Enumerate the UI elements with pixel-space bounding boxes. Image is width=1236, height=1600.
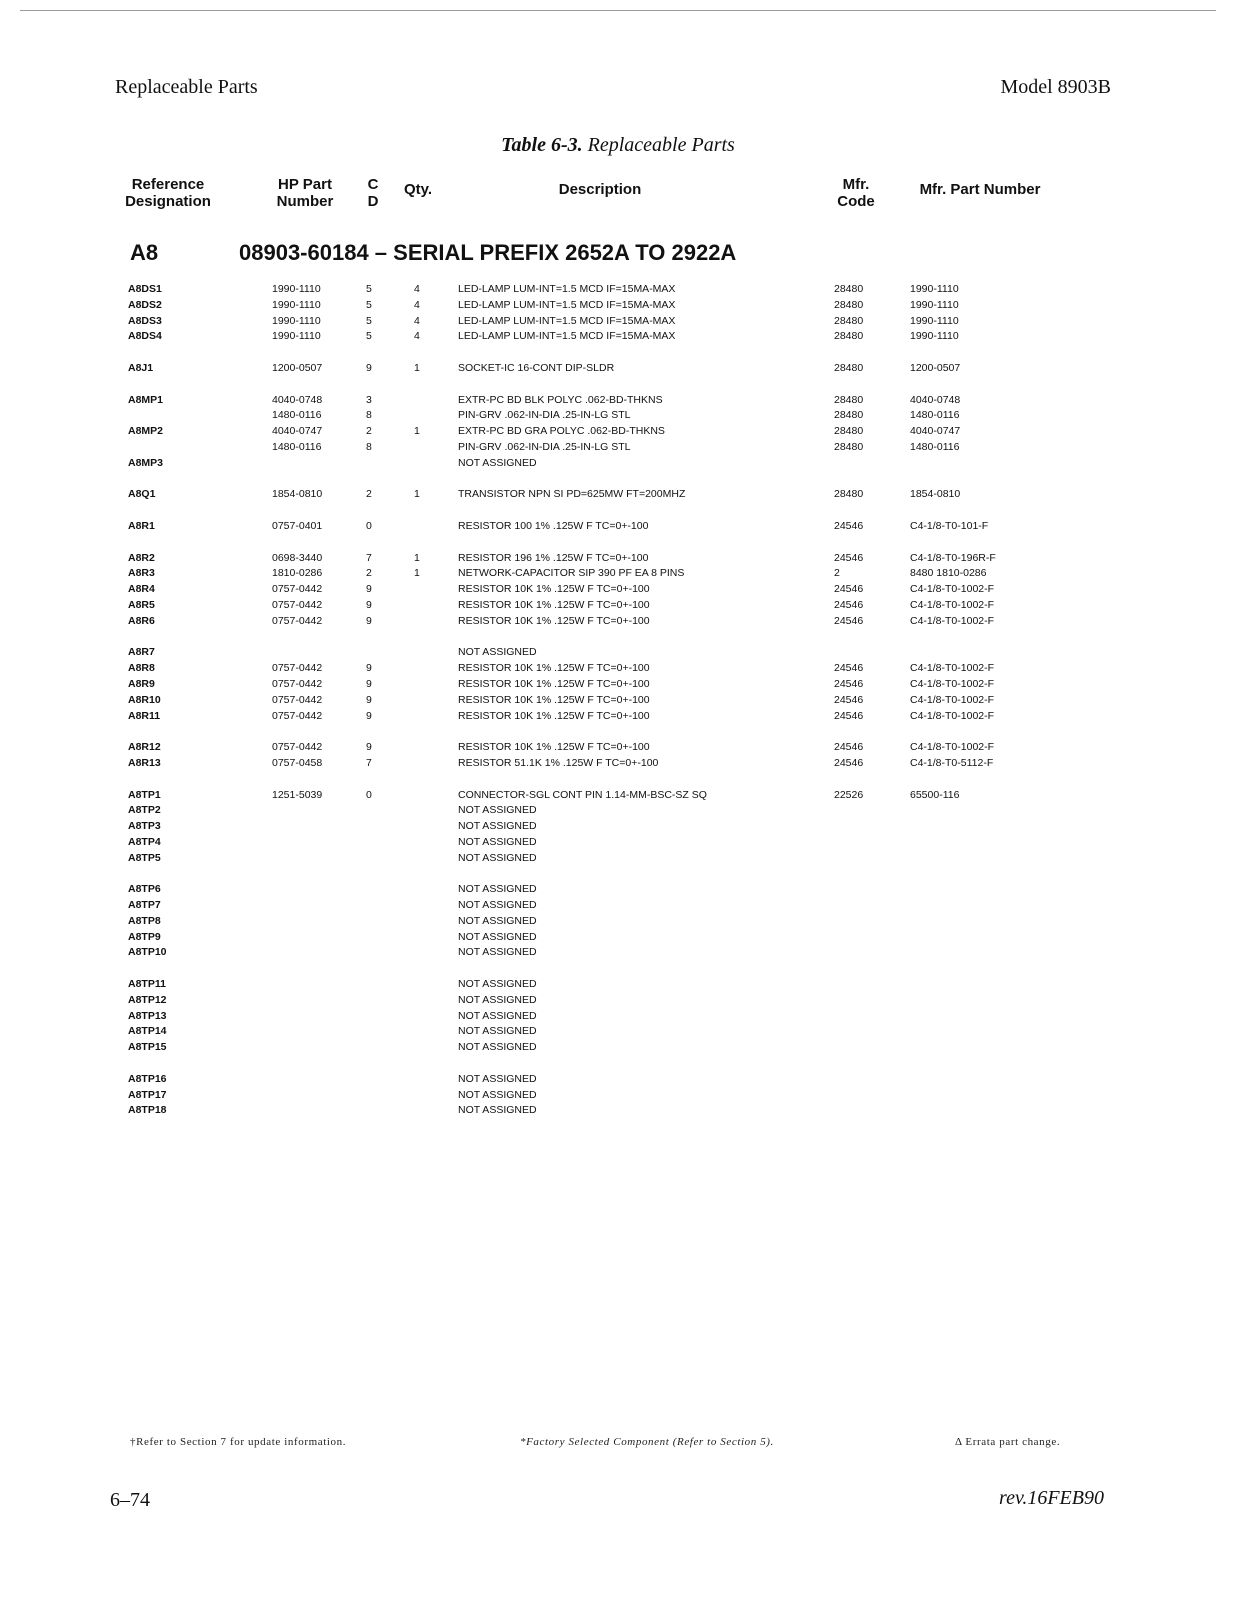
cell-description: NOT ASSIGNED — [458, 993, 537, 1006]
cell-reference: A8TP3 — [128, 820, 161, 833]
table-row — [0, 1040, 1236, 1056]
cell-hp-part-number: 0698-3440 — [272, 551, 323, 564]
cell-reference: A8R1 — [128, 519, 155, 532]
cell-mfr-part-number: 8480 1810-0286 — [910, 567, 987, 580]
cell-mfr-part-number: 1480-0116 — [910, 440, 960, 453]
cell-reference: A8TP10 — [128, 946, 167, 959]
column-header-hp-line2: Number — [276, 193, 334, 210]
cell-qty: 4 — [414, 283, 420, 295]
cell-check-digit: 5 — [366, 298, 372, 311]
cell-reference: A8Q1 — [128, 488, 156, 501]
cell-mfr-code: 28480 — [834, 488, 864, 501]
table-row — [0, 1072, 1236, 1088]
table-row — [0, 551, 1236, 567]
cell-reference: A8DS4 — [128, 330, 162, 343]
cell-reference: A8TP17 — [128, 1088, 167, 1101]
cell-hp-part-number: 0757-0442 — [272, 677, 323, 690]
table-row — [0, 835, 1236, 851]
cell-reference: A8R2 — [128, 551, 155, 564]
cell-hp-part-number: 1990-1110 — [272, 314, 321, 327]
cell-check-digit: 0 — [366, 788, 372, 801]
cell-reference: A8DS1 — [128, 283, 162, 295]
cell-reference: A8J1 — [128, 361, 154, 374]
footnote-errata: Δ Errata part change. — [955, 1436, 1061, 1448]
top-rule — [20, 10, 1216, 11]
cell-mfr-part-number: C4-1/8-T0-1002-F — [910, 583, 995, 596]
cell-mfr-part-number: C4-1/8-T0-1002-F — [910, 614, 995, 627]
table-row — [0, 788, 1236, 804]
cell-check-digit: 7 — [366, 551, 372, 564]
cell-reference: A8R4 — [128, 583, 155, 596]
table-row — [0, 930, 1236, 946]
table-row — [0, 803, 1236, 819]
cell-hp-part-number: 0757-0442 — [272, 598, 323, 611]
table-row — [0, 677, 1236, 693]
column-header-cd-line1: C — [367, 176, 379, 193]
cell-reference: A8TP12 — [128, 993, 167, 1006]
cell-check-digit: 2 — [366, 425, 372, 438]
cell-mfr-part-number: C4-1/8-T0-1002-F — [910, 741, 995, 754]
table-row — [0, 898, 1236, 914]
cell-check-digit: 9 — [366, 741, 372, 754]
cell-description: RESISTOR 10K 1% .125W F TC=0+-100 — [458, 677, 650, 690]
table-row — [0, 914, 1236, 930]
cell-check-digit: 9 — [366, 677, 372, 690]
cell-check-digit: 5 — [366, 330, 372, 343]
cell-reference: A8TP8 — [128, 914, 161, 927]
table-row — [0, 440, 1236, 456]
column-header-description: Description — [558, 181, 642, 198]
page-number: 6–74 — [110, 1489, 150, 1511]
cell-check-digit: 5 — [366, 283, 372, 295]
cell-mfr-code: 24546 — [834, 598, 864, 611]
cell-description: RESISTOR 10K 1% .125W F TC=0+-100 — [458, 614, 650, 627]
cell-mfr-part-number: C4-1/8-T0-1002-F — [910, 709, 995, 722]
footnote-update: †Refer to Section 7 for update information. — [130, 1436, 347, 1448]
cell-hp-part-number: 4040-0748 — [272, 393, 323, 406]
cell-description: PIN-GRV .062-IN-DIA .25-IN-LG STL — [458, 409, 631, 422]
cell-reference: A8TP16 — [128, 1072, 167, 1085]
revision-date: rev.16FEB90 — [999, 1487, 1104, 1509]
table-row — [0, 424, 1236, 440]
cell-mfr-code: 24546 — [834, 741, 864, 754]
column-header-hp-part — [260, 176, 350, 210]
table-row — [0, 851, 1236, 867]
table-row — [0, 614, 1236, 630]
cell-mfr-code: 24546 — [834, 677, 864, 690]
cell-hp-part-number: 1990-1110 — [272, 298, 321, 311]
column-header-mfr-line2: Code — [837, 193, 875, 210]
column-header-reference-line2: Designation — [125, 193, 211, 210]
table-row — [0, 693, 1236, 709]
cell-mfr-part-number: 1990-1110 — [910, 314, 959, 327]
cell-description: NOT ASSIGNED — [458, 646, 537, 659]
cell-reference: A8TP9 — [128, 930, 161, 943]
cell-description: RESISTOR 196 1% .125W F TC=0+-100 — [458, 551, 649, 564]
table-row — [0, 487, 1236, 503]
cell-reference: A8R7 — [128, 646, 155, 659]
cell-mfr-code: 28480 — [834, 314, 864, 327]
cell-mfr-part-number: 65500-116 — [910, 788, 960, 801]
cell-mfr-code: 28480 — [834, 425, 864, 438]
cell-mfr-part-number: 1854-0810 — [910, 488, 961, 501]
cell-mfr-code: 24546 — [834, 662, 864, 675]
table-row — [0, 314, 1236, 330]
cell-qty: 1 — [414, 425, 420, 438]
cell-reference: A8TP7 — [128, 899, 161, 912]
cell-check-digit: 9 — [366, 614, 372, 627]
cell-mfr-code: 28480 — [834, 298, 864, 311]
cell-reference: A8MP1 — [128, 393, 164, 406]
running-header-right: Model 8903B — [1000, 76, 1111, 98]
cell-hp-part-number: 0757-0458 — [272, 756, 323, 769]
cell-hp-part-number: 1990-1110 — [272, 283, 321, 295]
cell-description: CONNECTOR-SGL CONT PIN 1.14-MM-BSC-SZ SQ — [458, 788, 707, 801]
cell-description: RESISTOR 10K 1% .125W F TC=0+-100 — [458, 693, 650, 706]
cell-reference: A8R3 — [128, 567, 155, 580]
cell-description: NOT ASSIGNED — [458, 1072, 537, 1085]
cell-qty: 4 — [414, 330, 420, 343]
column-header-cd-line2: D — [367, 193, 379, 210]
cell-description: RESISTOR 10K 1% .125W F TC=0+-100 — [458, 741, 650, 754]
table-row — [0, 1009, 1236, 1025]
table-row — [0, 882, 1236, 898]
cell-reference: A8DS3 — [128, 314, 162, 327]
column-header-mfr-code — [826, 176, 886, 210]
cell-description: NOT ASSIGNED — [458, 899, 537, 912]
cell-mfr-code: 24546 — [834, 756, 864, 769]
column-header-mfr-line1: Mfr. — [842, 176, 870, 193]
cell-reference: A8TP13 — [128, 1009, 167, 1022]
running-header-left: Replaceable Parts — [115, 76, 258, 98]
cell-description: NOT ASSIGNED — [458, 835, 537, 848]
cell-description: LED-LAMP LUM-INT=1.5 MCD IF=15MA-MAX — [458, 298, 676, 311]
cell-check-digit: 8 — [366, 409, 372, 422]
table-row — [0, 709, 1236, 725]
cell-reference: A8R10 — [128, 693, 161, 706]
cell-reference: A8R13 — [128, 756, 161, 769]
cell-mfr-part-number: 4040-0748 — [910, 393, 961, 406]
cell-reference: A8MP2 — [128, 425, 164, 438]
cell-mfr-code: 2 — [834, 567, 840, 580]
table-row — [0, 1088, 1236, 1104]
cell-description: LED-LAMP LUM-INT=1.5 MCD IF=15MA-MAX — [458, 314, 676, 327]
cell-qty: 1 — [414, 361, 420, 374]
cell-hp-part-number: 0757-0442 — [272, 614, 323, 627]
cell-qty: 1 — [414, 567, 420, 580]
cell-mfr-part-number: C4-1/8-T0-196R-F — [910, 551, 996, 564]
cell-description: NOT ASSIGNED — [458, 1104, 537, 1117]
cell-mfr-code: 28480 — [834, 283, 864, 295]
cell-reference: A8R12 — [128, 741, 161, 754]
cell-description: NOT ASSIGNED — [458, 1009, 537, 1022]
cell-reference: A8R5 — [128, 598, 155, 611]
table-row — [0, 977, 1236, 993]
column-header-reference-line1: Reference — [131, 176, 205, 193]
table-row — [0, 945, 1236, 961]
cell-description: NOT ASSIGNED — [458, 1025, 537, 1038]
cell-check-digit: 0 — [366, 519, 372, 532]
table-title — [0, 134, 1236, 157]
cell-qty: 1 — [414, 488, 420, 501]
cell-hp-part-number: 1251-5039 — [272, 788, 323, 801]
cell-description: SOCKET-IC 16-CONT DIP-SLDR — [458, 361, 615, 374]
column-header-check-digit — [362, 176, 384, 210]
table-name: Replaceable Parts — [582, 134, 735, 156]
cell-check-digit: 9 — [366, 598, 372, 611]
cell-description: NOT ASSIGNED — [458, 1088, 537, 1101]
cell-mfr-code: 24546 — [834, 519, 864, 532]
cell-hp-part-number: 0757-0442 — [272, 693, 323, 706]
cell-check-digit: 9 — [366, 693, 372, 706]
cell-description: LED-LAMP LUM-INT=1.5 MCD IF=15MA-MAX — [458, 283, 676, 295]
cell-description: NOT ASSIGNED — [458, 804, 537, 817]
cell-description: NOT ASSIGNED — [458, 851, 537, 864]
cell-reference: A8TP14 — [128, 1025, 167, 1038]
table-row — [0, 1024, 1236, 1040]
cell-description: NOT ASSIGNED — [458, 946, 537, 959]
cell-hp-part-number: 0757-0442 — [272, 709, 323, 722]
cell-mfr-code: 28480 — [834, 330, 864, 343]
table-row — [0, 661, 1236, 677]
cell-mfr-part-number: 1990-1110 — [910, 283, 959, 295]
assembly-reference: A8 — [130, 240, 159, 265]
cell-description: TRANSISTOR NPN SI PD=625MW FT=200MHZ — [458, 488, 686, 501]
cell-mfr-part-number: 1200-0507 — [910, 361, 961, 374]
cell-description: EXTR-PC BD GRA POLYC .062-BD-THKNS — [458, 425, 665, 438]
cell-mfr-part-number: C4-1/8-T0-5112-F — [910, 756, 994, 769]
cell-reference: A8TP15 — [128, 1041, 167, 1054]
cell-hp-part-number: 4040-0747 — [272, 425, 323, 438]
cell-description: RESISTOR 100 1% .125W F TC=0+-100 — [458, 519, 649, 532]
table-row — [0, 408, 1236, 424]
cell-mfr-code: 24546 — [834, 583, 864, 596]
cell-mfr-code: 28480 — [834, 440, 864, 453]
table-row — [0, 456, 1236, 472]
cell-reference: A8TP5 — [128, 851, 161, 864]
cell-description: RESISTOR 10K 1% .125W F TC=0+-100 — [458, 583, 650, 596]
table-row — [0, 645, 1236, 661]
cell-check-digit: 9 — [366, 361, 372, 374]
cell-mfr-part-number: C4-1/8-T0-1002-F — [910, 693, 995, 706]
cell-check-digit: 2 — [366, 567, 372, 580]
cell-check-digit: 9 — [366, 709, 372, 722]
cell-mfr-code: 28480 — [834, 393, 864, 406]
cell-hp-part-number: 1810-0286 — [272, 567, 323, 580]
table-row — [0, 598, 1236, 614]
cell-reference: A8R11 — [128, 709, 161, 722]
table-row — [0, 993, 1236, 1009]
cell-hp-part-number: 1480-0116 — [272, 409, 322, 422]
cell-check-digit: 9 — [366, 583, 372, 596]
cell-reference: A8TP6 — [128, 883, 161, 896]
cell-qty: 4 — [414, 314, 420, 327]
cell-mfr-part-number: C4-1/8-T0-1002-F — [910, 677, 995, 690]
cell-check-digit: 9 — [366, 662, 372, 675]
cell-mfr-part-number: 1480-0116 — [910, 409, 960, 422]
cell-mfr-code: 24546 — [834, 614, 864, 627]
table-row — [0, 1103, 1236, 1119]
table-row — [0, 329, 1236, 345]
cell-hp-part-number: 0757-0442 — [272, 741, 323, 754]
table-row — [0, 740, 1236, 756]
cell-reference: A8MP3 — [128, 456, 164, 469]
cell-mfr-code: 24546 — [834, 551, 864, 564]
table-row — [0, 361, 1236, 377]
cell-reference: A8DS2 — [128, 298, 162, 311]
cell-check-digit: 7 — [366, 756, 372, 769]
cell-description: NOT ASSIGNED — [458, 820, 537, 833]
cell-mfr-part-number: C4-1/8-T0-1002-F — [910, 598, 995, 611]
cell-hp-part-number: 1854-0810 — [272, 488, 323, 501]
cell-reference: A8R6 — [128, 614, 155, 627]
cell-mfr-code: 22526 — [834, 788, 864, 801]
column-header-hp-line1: HP Part — [278, 176, 332, 193]
cell-qty: 4 — [414, 298, 420, 311]
cell-description: NETWORK-CAPACITOR SIP 390 PF EA 8 PINS — [458, 567, 685, 580]
cell-description: NOT ASSIGNED — [458, 914, 537, 927]
cell-check-digit: 8 — [366, 440, 372, 453]
cell-mfr-code: 28480 — [834, 409, 864, 422]
cell-description: NOT ASSIGNED — [458, 1041, 537, 1054]
cell-hp-part-number: 0757-0442 — [272, 583, 323, 596]
table-number: Table 6-3. — [501, 134, 583, 156]
column-header-reference — [112, 176, 224, 210]
cell-description: EXTR-PC BD BLK POLYC .062-BD-THKNS — [458, 393, 663, 406]
cell-hp-part-number: 1200-0507 — [272, 361, 323, 374]
cell-mfr-part-number: 1990-1110 — [910, 298, 959, 311]
cell-description: NOT ASSIGNED — [458, 930, 537, 943]
table-row — [0, 298, 1236, 314]
cell-mfr-part-number: C4-1/8-T0-1002-F — [910, 662, 995, 675]
table-row — [0, 566, 1236, 582]
cell-mfr-code: 24546 — [834, 693, 864, 706]
cell-reference: A8TP4 — [128, 835, 161, 848]
cell-description: PIN-GRV .062-IN-DIA .25-IN-LG STL — [458, 440, 631, 453]
cell-check-digit: 5 — [366, 314, 372, 327]
cell-reference: A8TP1 — [128, 788, 161, 801]
cell-description: LED-LAMP LUM-INT=1.5 MCD IF=15MA-MAX — [458, 330, 676, 343]
cell-hp-part-number: 1990-1110 — [272, 330, 321, 343]
cell-mfr-code: 24546 — [834, 709, 864, 722]
cell-reference: A8TP18 — [128, 1104, 167, 1117]
cell-mfr-part-number: 4040-0747 — [910, 425, 961, 438]
column-header-qty: Qty. — [403, 181, 433, 198]
assembly-title: 08903-60184 – SERIAL PREFIX 2652A TO 2922A — [239, 240, 737, 265]
cell-hp-part-number: 0757-0401 — [272, 519, 323, 532]
table-row — [0, 819, 1236, 835]
footnote-factory-selected: *Factory Selected Component (Refer to Section 5). — [520, 1436, 774, 1448]
table-row — [0, 282, 1236, 298]
cell-mfr-part-number: C4-1/8-T0-101-F — [910, 519, 989, 532]
cell-description: NOT ASSIGNED — [458, 978, 537, 991]
cell-description: RESISTOR 10K 1% .125W F TC=0+-100 — [458, 709, 650, 722]
parts-table-body — [0, 282, 1236, 1119]
cell-check-digit: 3 — [366, 393, 372, 406]
cell-mfr-code: 28480 — [834, 361, 864, 374]
cell-hp-part-number: 0757-0442 — [272, 662, 323, 675]
cell-qty: 1 — [414, 551, 420, 564]
cell-hp-part-number: 1480-0116 — [272, 440, 322, 453]
cell-description: NOT ASSIGNED — [458, 456, 537, 469]
column-header-mfr-part-number: Mfr. Part Number — [919, 181, 1041, 198]
table-row — [0, 519, 1236, 535]
cell-reference: A8R8 — [128, 662, 155, 675]
cell-reference: A8R9 — [128, 677, 155, 690]
cell-description: NOT ASSIGNED — [458, 883, 537, 896]
table-row — [0, 582, 1236, 598]
cell-check-digit: 2 — [366, 488, 372, 501]
cell-description: RESISTOR 10K 1% .125W F TC=0+-100 — [458, 662, 650, 675]
cell-reference: A8TP11 — [128, 978, 166, 991]
cell-description: RESISTOR 51.1K 1% .125W F TC=0+-100 — [458, 756, 659, 769]
table-row — [0, 393, 1236, 409]
cell-description: RESISTOR 10K 1% .125W F TC=0+-100 — [458, 598, 650, 611]
cell-mfr-part-number: 1990-1110 — [910, 330, 959, 343]
table-row — [0, 756, 1236, 772]
cell-reference: A8TP2 — [128, 804, 161, 817]
